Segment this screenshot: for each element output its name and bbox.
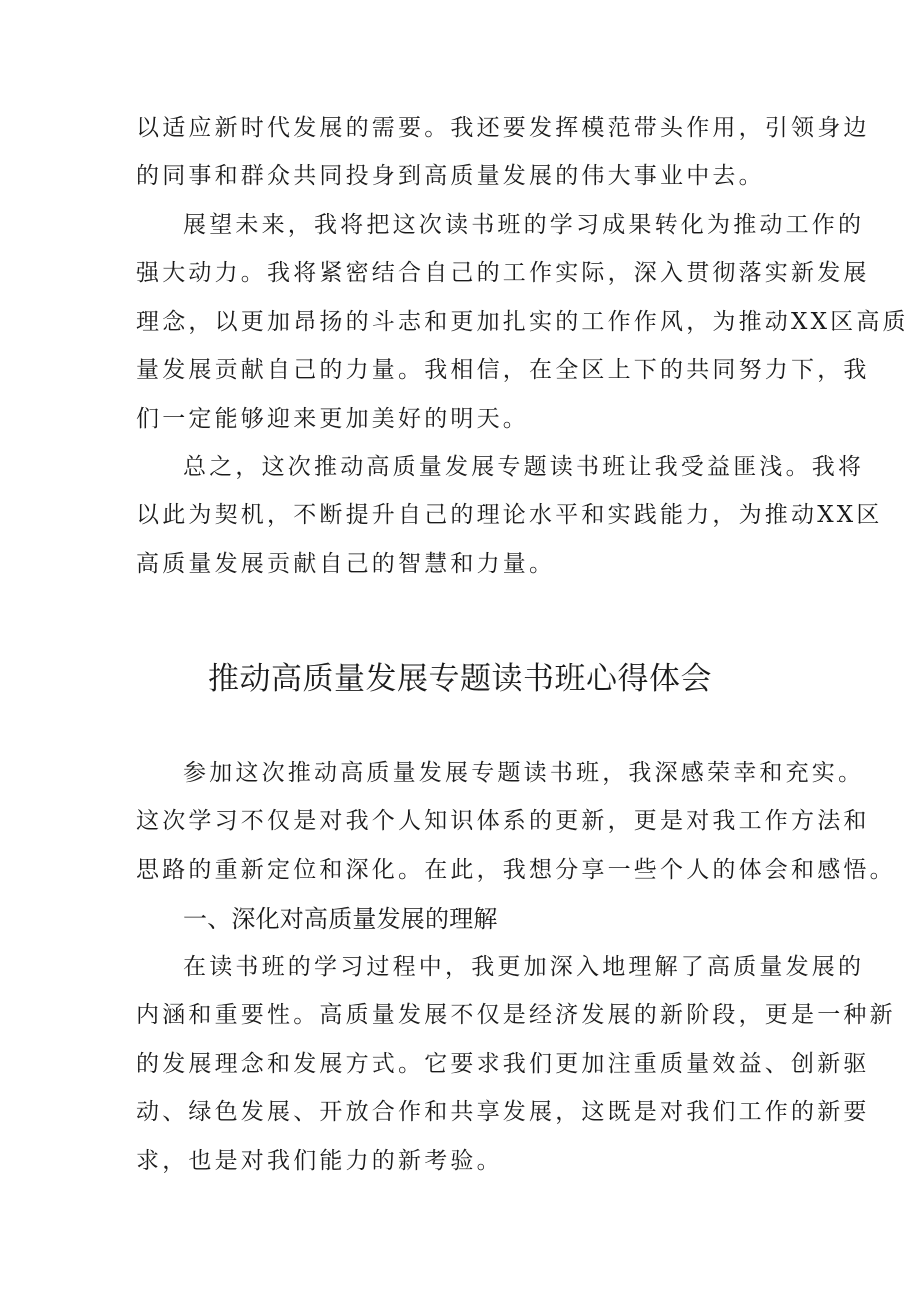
text-line: 以此为契机，不断提升自己的理论水平和实践能力，为推动XX区 — [136, 502, 883, 528]
text-line: 在读书班的学习过程中，我更加深入地理解了高质量发展的 — [183, 954, 865, 980]
text-line: 思路的重新定位和深化。在此，我想分享一些个人的体会和感悟。 — [136, 857, 896, 883]
text-line: 强大动力。我将紧密结合自己的工作实际，深入贯彻落实新发展 — [136, 260, 870, 286]
text-line: 理念，以更加昂扬的斗志和更加扎实的工作作风，为推动XX区高质 — [136, 309, 909, 335]
text-line: 展望未来，我将把这次读书班的学习成果转化为推动工作的 — [183, 212, 865, 238]
text-line: 动、绿色发展、开放合作和共享发展，这既是对我们工作的新要 — [136, 1099, 870, 1125]
text-line: 高质量发展贡献自己的智慧和力量。 — [136, 551, 556, 577]
text-line: 以适应新时代发展的需要。我还要发挥模范带头作用，引领身边 — [136, 115, 870, 141]
text-line: 的发展理念和发展方式。它要求我们更加注重质量效益、创新驱 — [136, 1051, 870, 1077]
text-line: 量发展贡献自己的力量。我相信，在全区上下的共同努力下，我 — [136, 357, 870, 383]
text-line: 总之，这次推动高质量发展专题读书班让我受益匪浅。我将 — [183, 454, 865, 480]
text-line: 求，也是对我们能力的新考验。 — [136, 1148, 503, 1174]
text-line: 参加这次推动高质量发展专题读书班，我深感荣幸和充实。 — [183, 760, 865, 786]
section-heading: 一、深化对高质量发展的理解 — [183, 905, 498, 933]
text-line: 这次学习不仅是对我个人知识体系的更新，更是对我工作方法和 — [136, 808, 870, 834]
text-line: 们一定能够迎来更加美好的明天。 — [136, 406, 529, 432]
article-title: 推动高质量发展专题读书班心得体会 — [208, 661, 712, 697]
text-line: 的同事和群众共同投身到高质量发展的伟大事业中去。 — [136, 163, 765, 189]
text-line: 内涵和重要性。高质量发展不仅是经济发展的新阶段，更是一种新 — [136, 1002, 896, 1028]
